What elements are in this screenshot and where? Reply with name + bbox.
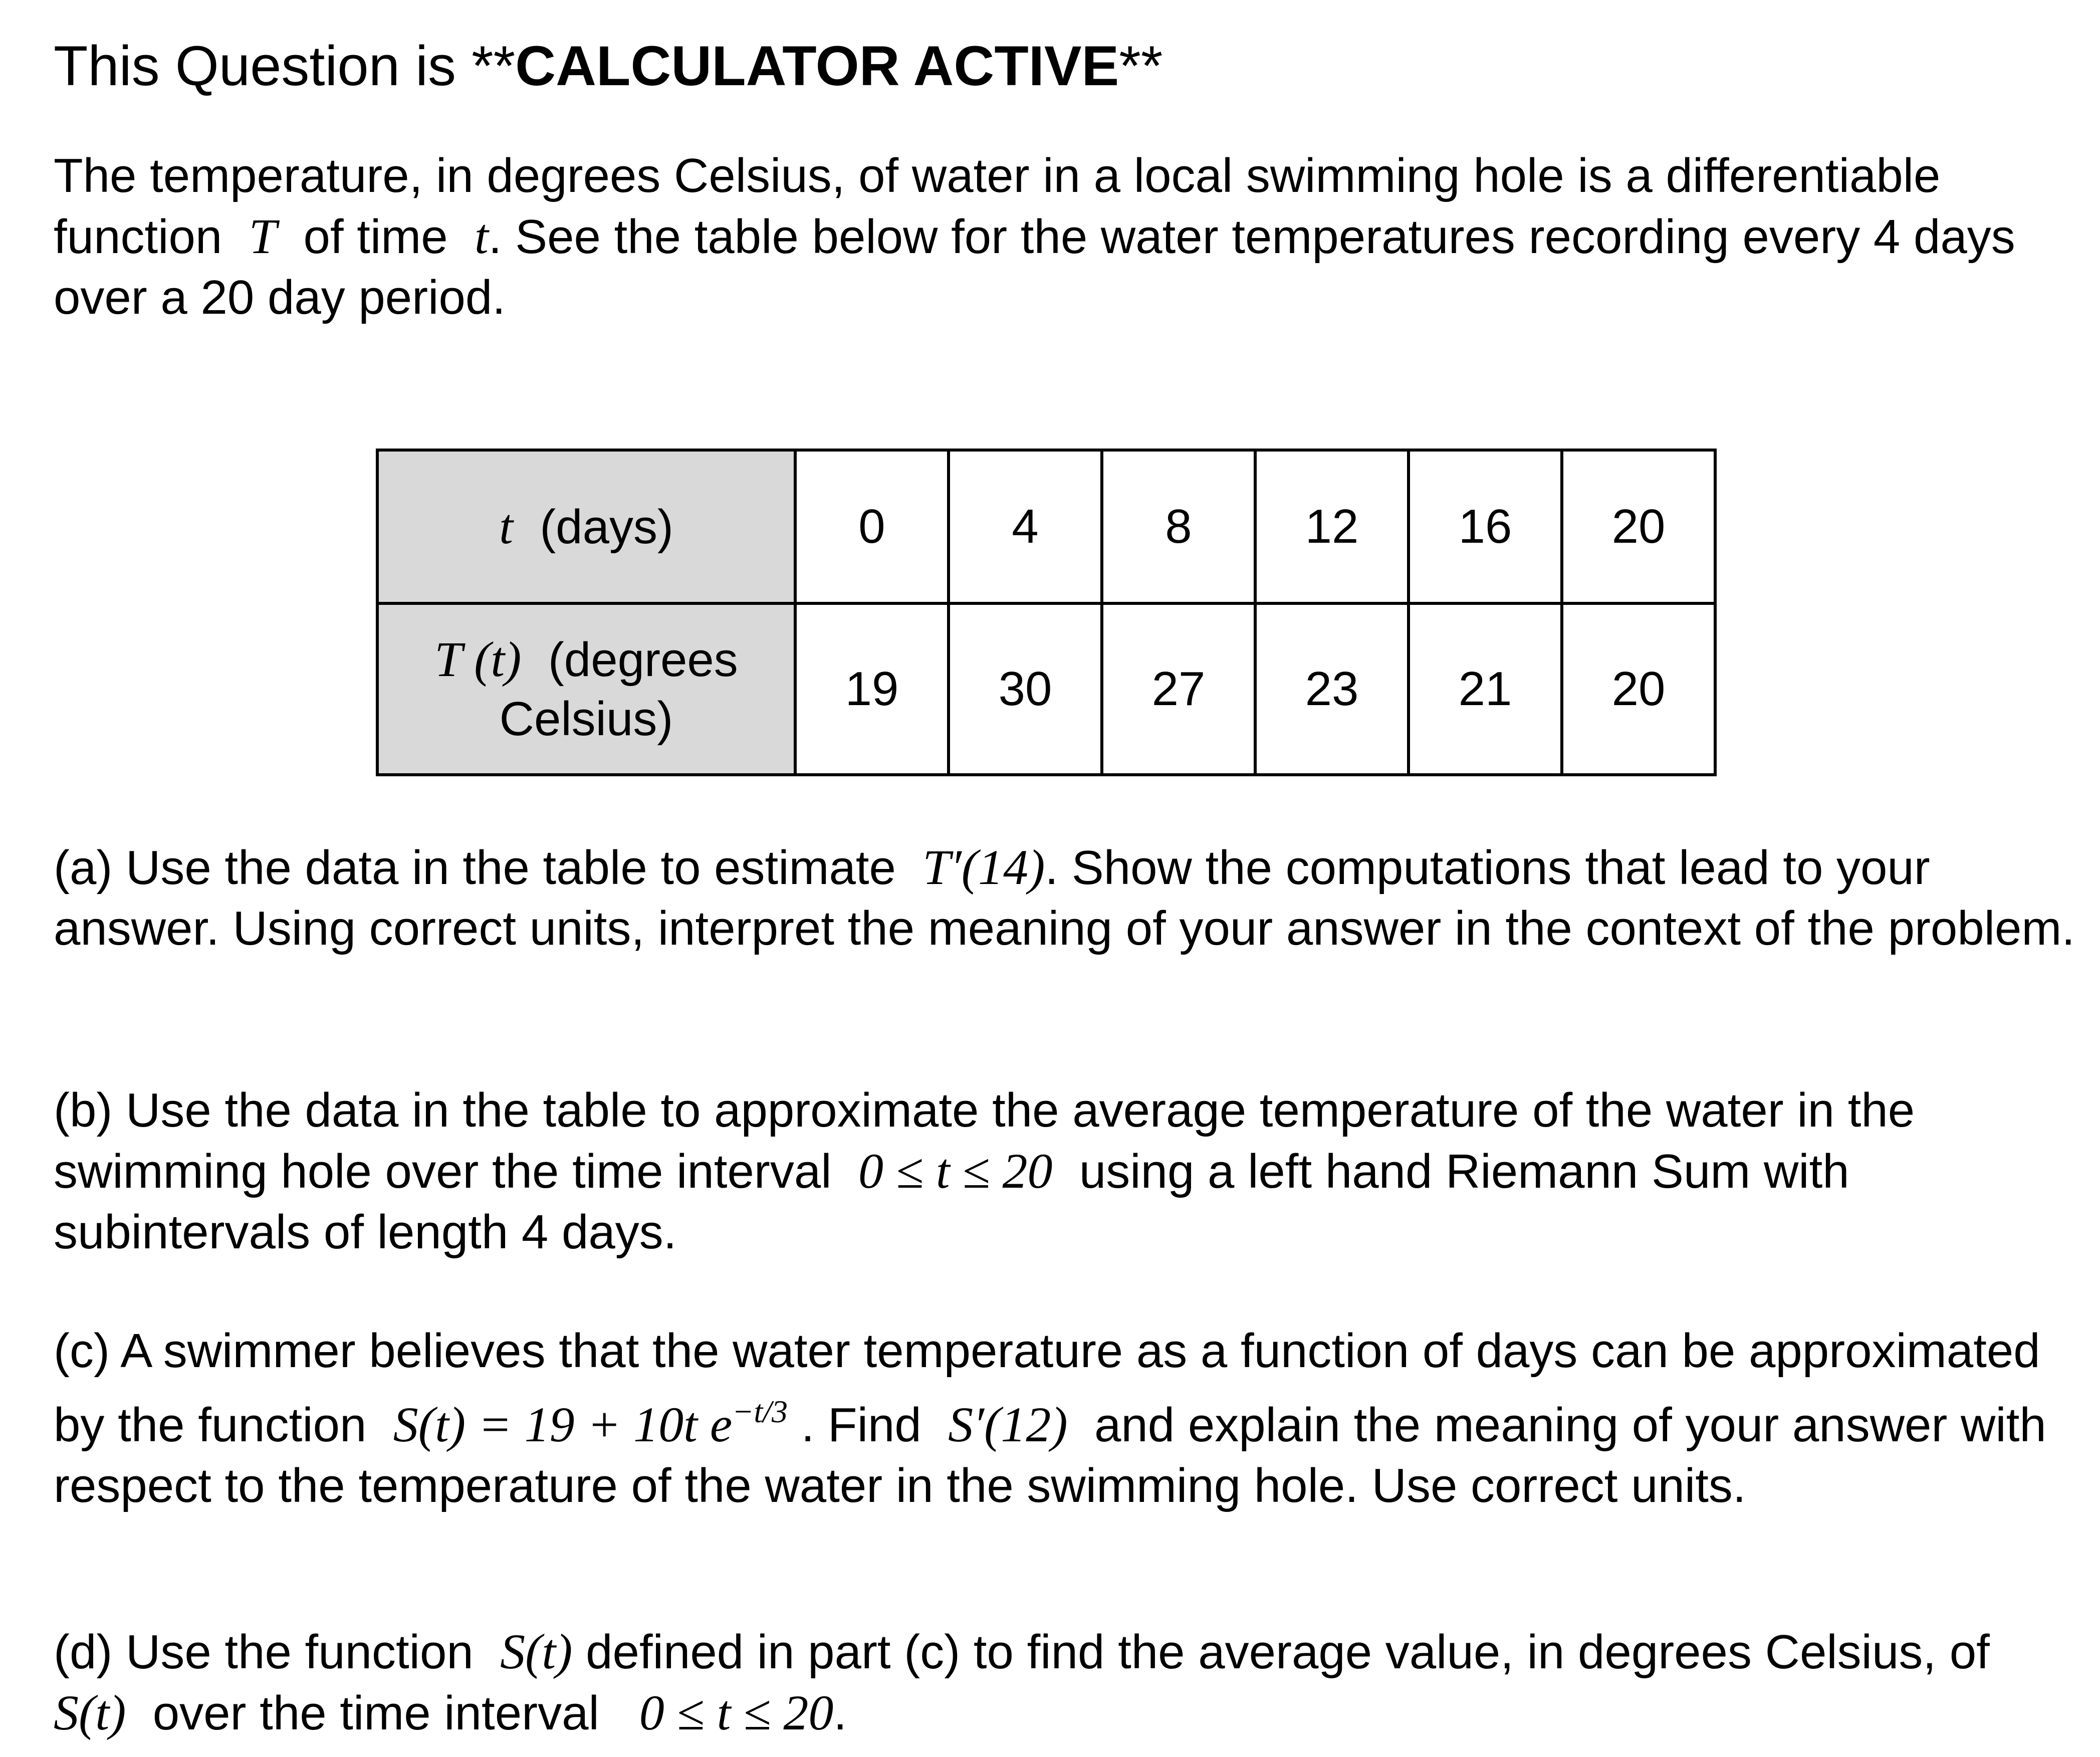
- table-cell-t: 8: [1102, 450, 1255, 603]
- table-header-time: [377, 450, 795, 603]
- heading-bold: CALCULATOR ACTIVE: [515, 35, 1119, 97]
- intro-text-1: The temperature, in degrees Celsius, of water in a local swimming hole is a differentiable function: [54, 149, 1941, 264]
- table-cell-T: 30: [949, 603, 1102, 775]
- part-d-text-2: defined in part (c) to find the average value, in degrees Celsius, of: [586, 1625, 1990, 1679]
- intro-text-2: of time: [303, 210, 448, 264]
- table-cell-T: 27: [1102, 603, 1255, 775]
- part-c-text-2: . Find: [801, 1398, 921, 1452]
- heading-suffix: **: [1119, 35, 1163, 97]
- header-expr-T-of-t: T (t): [434, 631, 522, 687]
- part-c-text-3: and explain the meaning of your answer with respect to the temperature of the water in the swimming hole. Use correct units.: [54, 1398, 2046, 1512]
- temperature-table: [376, 449, 1717, 776]
- table-cell-T: 20: [1562, 603, 1715, 775]
- page-heading: [54, 31, 1162, 101]
- part-a-text: (a) Use the data in the table to estimate: [54, 841, 896, 895]
- part-b-text: (b) Use the data in the table to approximate the average temperature of the water in the swimming hole over the time interval: [54, 1083, 1915, 1198]
- intro-text-3: . See the table below for the water temperatures recording every 4 days over a 20 day period.: [54, 210, 2015, 324]
- part-a-text-2: . Show the computations that lead to your answer. Using correct units, interpret the meaning of your answer in the context of the problem.: [54, 841, 2075, 955]
- part-a: [54, 837, 2078, 959]
- table-cell-t: 20: [1562, 450, 1715, 603]
- part-d-interval: 0 ≤ t ≤ 20: [639, 1685, 834, 1740]
- part-d-function-2: S(t): [54, 1685, 126, 1740]
- intro-var-T: T: [249, 208, 277, 264]
- table-row-temperature: [377, 603, 1715, 775]
- table-cell-T: 23: [1255, 603, 1409, 775]
- header-unit-days: (days): [540, 500, 673, 554]
- table-cell-t: 12: [1255, 450, 1409, 603]
- intro-paragraph: [54, 145, 2078, 328]
- part-c: [54, 1321, 2078, 1516]
- table-cell-t: 0: [795, 450, 949, 603]
- table-cell-t: 4: [949, 450, 1102, 603]
- table-cell-T: 19: [795, 603, 949, 775]
- part-c-text: (c) A swimmer believes that the water temperature as a function of days can be approximated by the function: [54, 1324, 2040, 1452]
- heading-prefix: This Question is **: [54, 35, 516, 97]
- part-b: [54, 1080, 2078, 1262]
- part-b-interval: 0 ≤ t ≤ 20: [858, 1143, 1053, 1199]
- header-unit-celsius: (degrees Celsius): [499, 632, 738, 746]
- part-a-expression: T′(14): [922, 839, 1045, 895]
- header-var-t: t: [499, 498, 513, 554]
- part-d-function: S(t): [500, 1624, 573, 1679]
- part-b-text-2: using a left hand Riemann Sum with subintervals of length 4 days.: [54, 1145, 1849, 1259]
- intro-var-t: t: [474, 208, 489, 264]
- table-row-time: [377, 450, 1715, 603]
- part-d: [54, 1621, 2078, 1743]
- part-d-period: .: [833, 1686, 847, 1740]
- part-c-function: S(t) = 19 + 10t e: [393, 1397, 733, 1452]
- table-cell-t: 16: [1409, 450, 1562, 603]
- part-d-text: (d) Use the function: [54, 1625, 474, 1679]
- part-c-exponent: −t/3: [732, 1394, 788, 1429]
- table-header-temperature: [377, 603, 795, 775]
- part-d-text-3: over the time interval: [152, 1686, 599, 1740]
- part-c-derivative: S′(12): [948, 1397, 1068, 1452]
- table-cell-T: 21: [1409, 603, 1562, 775]
